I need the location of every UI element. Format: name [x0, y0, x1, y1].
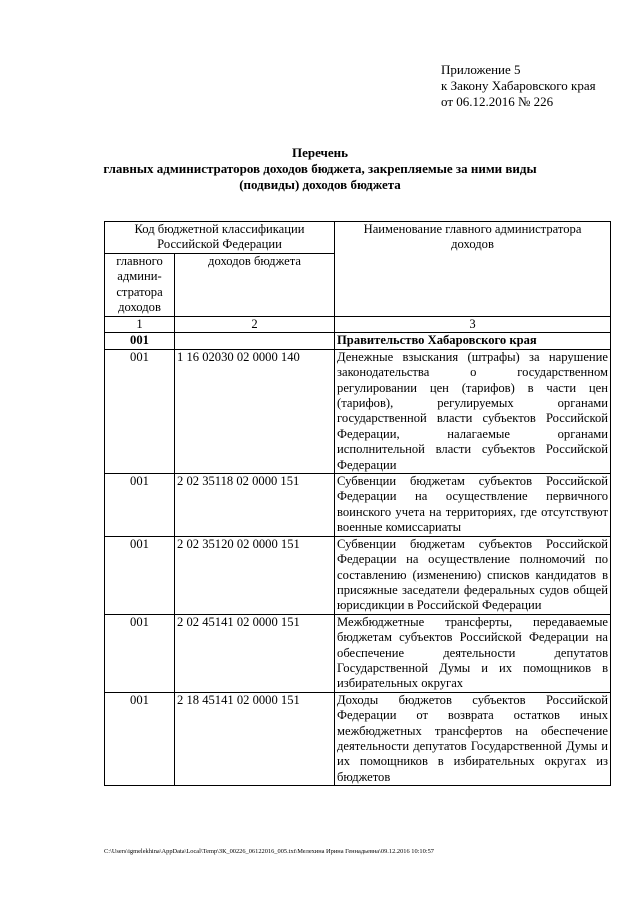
row-revenue-code: 1 16 02030 02 0000 140: [175, 349, 335, 473]
header-budget-revenues: доходов бюджета: [175, 254, 335, 317]
table-row: [105, 349, 611, 473]
section-name: Правительство Хабаровского края: [335, 333, 611, 349]
title-line-2: главных администраторов доходов бюджета, закрепляемые за ними виды: [103, 161, 537, 176]
row-admin-code: 001: [105, 474, 175, 537]
appendix-date: от 06.12.2016 № 226: [441, 94, 554, 109]
table-row: [105, 614, 611, 692]
header-group-row: [105, 222, 611, 254]
row-revenue-name: Субвенции бюджетам субъектов Российской Федерации на осуществление первичного воинского учета на территориях, где отсутствуют военные комиссариаты: [335, 474, 611, 537]
row-revenue-name: Межбюджетные трансферты, передаваемые бюджетам субъектов Российской Федерации на обеспечение деятельности депутатов Государственной Думы и их помощников в избирательных округах: [335, 614, 611, 692]
administrators-table: [104, 221, 611, 786]
row-admin-code: 001: [105, 536, 175, 614]
row-revenue-code: 2 02 45141 02 0000 151: [175, 614, 335, 692]
appendix-number: Приложение 5: [441, 62, 521, 77]
section-empty-cell: [175, 333, 335, 349]
header-administrator-name: Наименование главного администратора доходов: [335, 222, 611, 317]
column-number-1: 1: [105, 317, 175, 333]
row-admin-code: 001: [105, 349, 175, 473]
section-admin-code: 001: [105, 333, 175, 349]
header-budget-classification: Код бюджетной классификации Российской Федерации: [105, 222, 335, 254]
row-revenue-name: Денежные взыскания (штрафы) за нарушение законодательства о государственном регулировании цен (тарифов) в части цен (тарифов), регулируемых органами государственной власти субъектов Российской Федерации, налагаемые органами исполнительной власти субъектов Российской Федерации: [335, 349, 611, 473]
table-row: [105, 536, 611, 614]
appendix-reference: [441, 62, 596, 110]
row-revenue-code: 2 18 45141 02 0000 151: [175, 692, 335, 785]
row-revenue-name: Доходы бюджетов субъектов Российской Федерации от возврата остатков иных межбюджетных трансфертов на обеспечение деятельности депутатов Государственной Думы и их помощников в избирательных округах из бюджетов: [335, 692, 611, 785]
column-number-row: [105, 317, 611, 333]
appendix-law: к Закону Хабаровского края: [441, 78, 596, 93]
header-main-administrator: главного админи- стратора доходов: [105, 254, 175, 317]
file-path-footer: C:\Users\igmelekhina\AppData\Local\Temp\ЗК_00226_06122016_005.txt\Мелехина Ирина Геннадьевна\09.12.2016 10:10:57: [104, 848, 434, 855]
row-revenue-name: Субвенции бюджетам субъектов Российской Федерации на осуществление полномочий по составлению (изменению) списков кандидатов в присяжные заседатели федеральных судов общей юрисдикции в Российской Федерации: [335, 536, 611, 614]
column-number-3: 3: [335, 317, 611, 333]
title-line-1: Перечень: [291, 145, 349, 160]
row-revenue-code: 2 02 35118 02 0000 151: [175, 474, 335, 537]
table-row: [105, 692, 611, 785]
row-admin-code: 001: [105, 692, 175, 785]
row-revenue-code: 2 02 35120 02 0000 151: [175, 536, 335, 614]
title-line-3: (подвиды) доходов бюджета: [239, 177, 401, 192]
column-number-2: 2: [175, 317, 335, 333]
section-row: [105, 333, 611, 349]
table-row: [105, 474, 611, 537]
document-title: [100, 145, 540, 193]
row-admin-code: 001: [105, 614, 175, 692]
